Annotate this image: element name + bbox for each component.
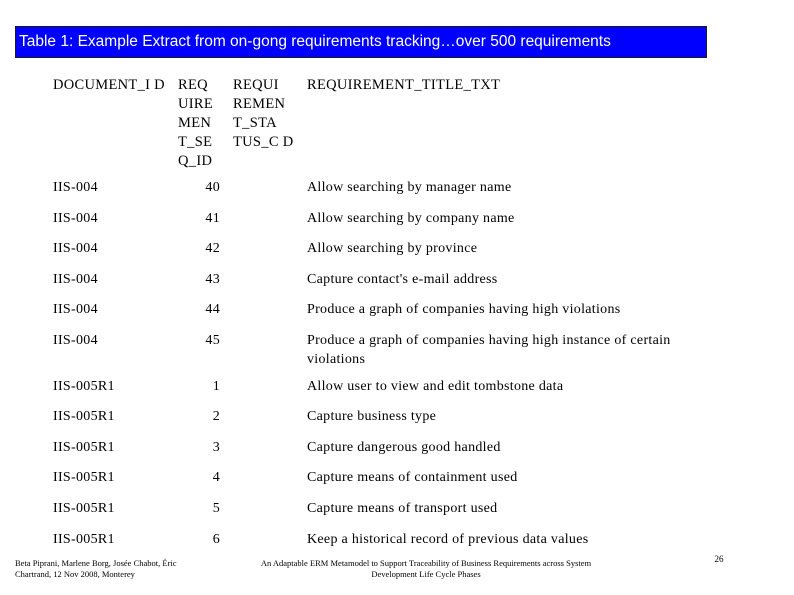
column-header-document-id: DOCUMENT_I D (53, 77, 165, 93)
cell-requirement-title: Capture dangerous good handled (307, 440, 501, 455)
cell-requirement-title: Allow searching by company name (307, 211, 515, 226)
cell-requirement-title: Keep a historical record of previous data values (307, 532, 589, 547)
cell-requirement-title: Capture contact's e-mail address (307, 272, 498, 287)
cell-document-id: IIS-005R1 (53, 379, 115, 394)
cell-requirement-title: Allow searching by province (307, 241, 478, 256)
cell-requirement-title: Capture means of transport used (307, 501, 498, 516)
cell-requirement-seq-id: 40 (205, 180, 220, 195)
cell-requirement-seq-id: 2 (212, 409, 220, 424)
column-header-requirement-status-cd: REQUI REMEN T_STA TUS_C D (233, 77, 294, 150)
cell-requirement-seq-id: 42 (205, 241, 220, 256)
cell-document-id: IIS-005R1 (53, 501, 115, 516)
cell-requirement-title: Allow user to view and edit tombstone data (307, 379, 564, 394)
cell-requirement-title: Capture means of containment used (307, 470, 518, 485)
footer-paper-title: An Adaptable ERM Metamodel to Support Traceability of Business Requirements across System Development Life Cycle Phases (260, 558, 592, 579)
cell-document-id: IIS-005R1 (53, 440, 115, 455)
cell-document-id: IIS-004 (53, 180, 98, 195)
cell-document-id: IIS-005R1 (53, 409, 115, 424)
cell-requirement-seq-id: 6 (212, 532, 220, 547)
cell-document-id: IIS-004 (53, 333, 98, 348)
cell-requirement-seq-id: 41 (205, 211, 220, 226)
column-header-requirement-seq-id: REQ UIRE MEN T_SE Q_ID (178, 77, 214, 169)
cell-document-id: IIS-005R1 (53, 470, 115, 485)
table-caption: Table 1: Example Extract from on-gong requirements tracking…over 500 requirements (15, 26, 707, 58)
cell-requirement-title: Allow searching by manager name (307, 180, 512, 195)
cell-requirement-seq-id: 45 (205, 333, 220, 348)
cell-document-id: IIS-004 (53, 241, 98, 256)
cell-document-id: IIS-004 (53, 211, 98, 226)
cell-requirement-title: Capture business type (307, 409, 437, 424)
cell-document-id: IIS-004 (53, 302, 98, 317)
page-number: 26 (714, 554, 724, 564)
cell-requirement-title: Produce a graph of companies having high violations (307, 302, 621, 317)
cell-document-id: IIS-005R1 (53, 532, 115, 547)
cell-requirement-seq-id: 44 (205, 302, 220, 317)
cell-requirement-seq-id: 43 (205, 272, 220, 287)
cell-requirement-seq-id: 3 (212, 440, 220, 455)
cell-document-id: IIS-004 (53, 272, 98, 287)
cell-requirement-seq-id: 1 (212, 379, 220, 394)
cell-requirement-seq-id: 5 (212, 501, 220, 516)
cell-requirement-seq-id: 4 (212, 470, 220, 485)
cell-requirement-title: Produce a graph of companies having high instance of certain violations (307, 333, 671, 367)
column-header-requirement-title: REQUIREMENT_TITLE_TXT (307, 77, 501, 93)
footer-authors: Beta Piprani, Marlene Borg, Josée Chabot, Éric Chartrand, 12 Nov 2008, Monterey (15, 558, 177, 579)
